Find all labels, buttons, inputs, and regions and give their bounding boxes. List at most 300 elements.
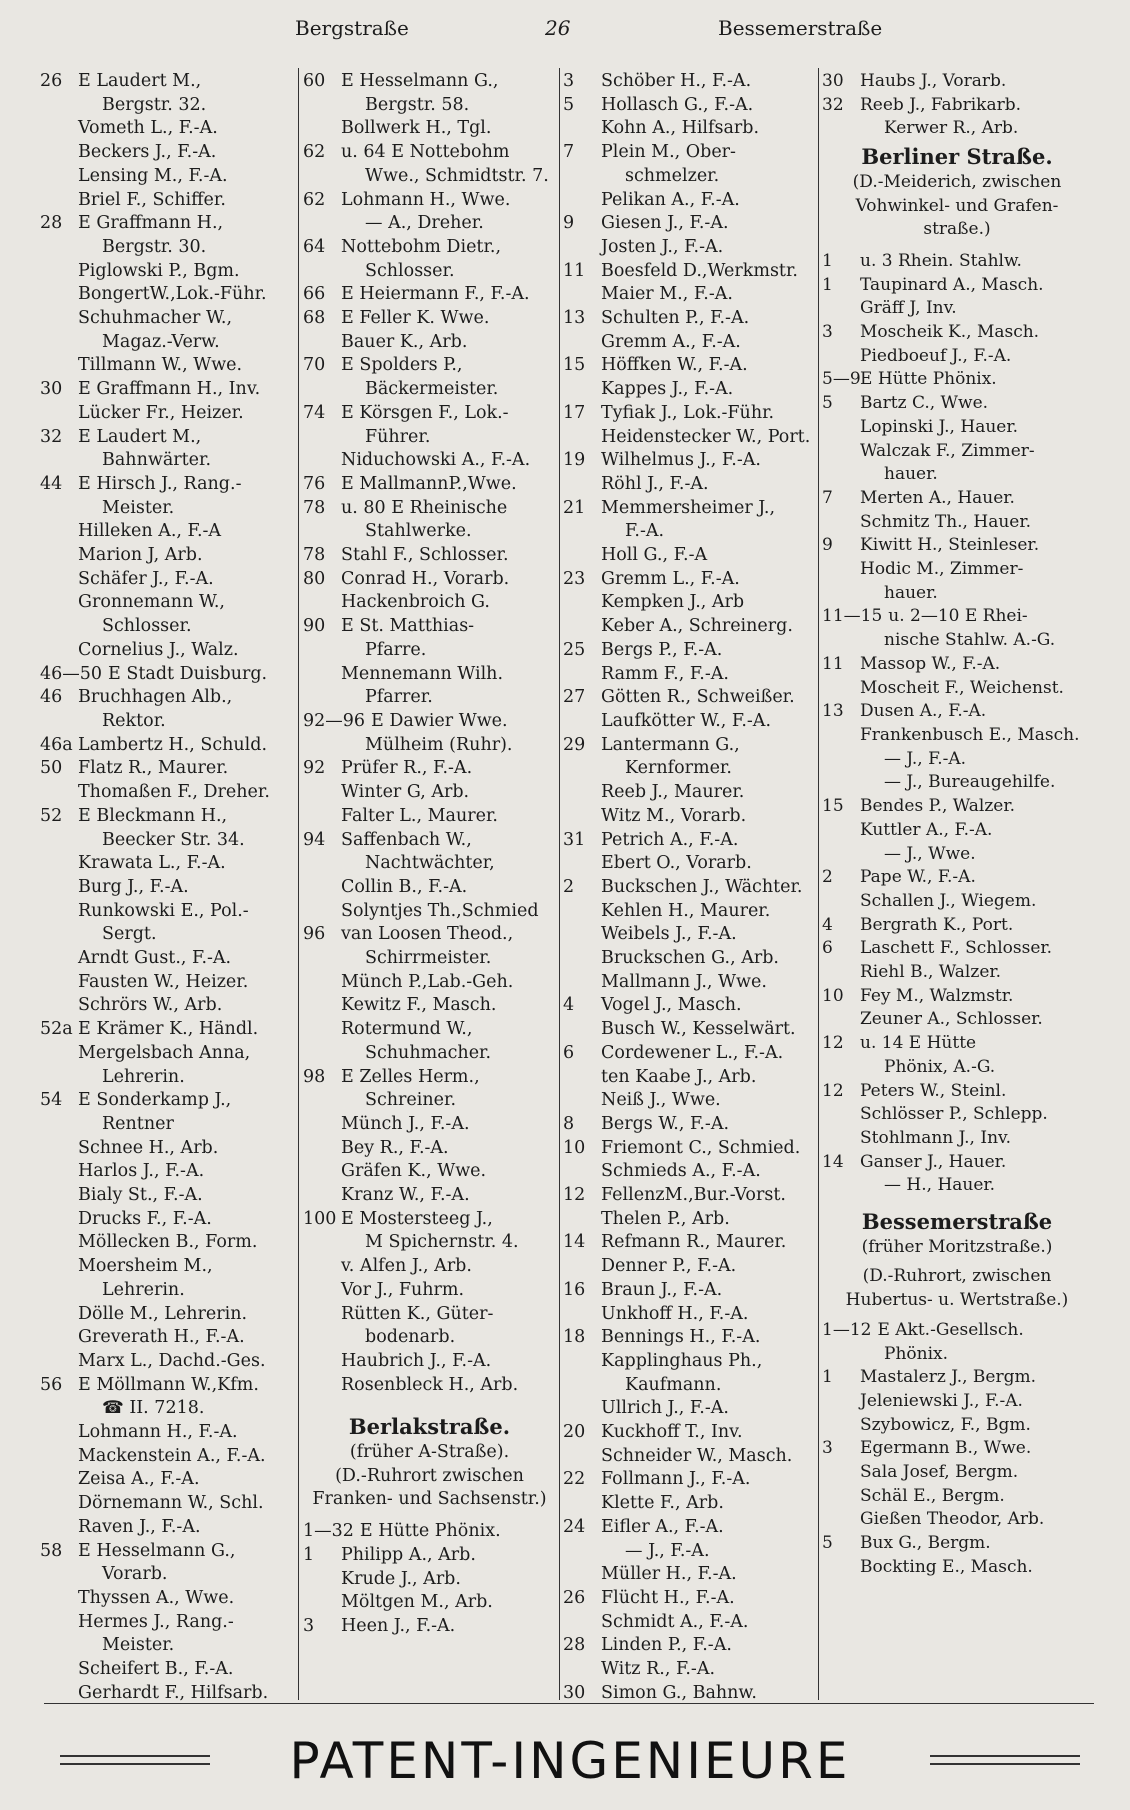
resident-text: Reeb J., Maurer. [601, 782, 745, 803]
house-number: 54 [40, 1090, 63, 1111]
resident-text: Rotermund W., [341, 1019, 473, 1040]
resident-text: Schöber H., F.-A. [601, 71, 752, 91]
house-number [40, 1303, 78, 1327]
house-number: 62 [303, 189, 326, 210]
directory-entry [563, 1113, 816, 1137]
house-number [40, 947, 78, 971]
directory-entry [40, 1326, 295, 1350]
directory-entry [40, 663, 295, 687]
directory-entry [40, 1137, 295, 1161]
directory-entry [40, 473, 295, 497]
directory-entry [40, 70, 295, 94]
house-number [40, 994, 78, 1018]
column-2 [303, 70, 556, 1639]
resident-text: u. 2—10 E Rhei- [888, 606, 1028, 627]
directory-entry [563, 1089, 816, 1113]
house-number [563, 117, 601, 141]
resident-text: Schmieds A., F.-A. [601, 1161, 761, 1182]
resident-text: Falter L., Maurer. [341, 805, 498, 826]
directory-entry [40, 994, 295, 1018]
directory-entry [822, 321, 1092, 345]
house-number [563, 663, 601, 687]
resident-text: Phönix. [884, 1343, 948, 1364]
directory-entry [822, 117, 1092, 141]
resident-text: E Zelles Herm., [341, 1066, 480, 1087]
directory-entry [563, 710, 816, 734]
directory-entry [40, 1350, 295, 1374]
directory-entry [563, 994, 816, 1018]
house-number [303, 852, 341, 876]
resident-text: Collin B., F.-A. [341, 876, 468, 897]
column-1 [40, 70, 295, 1706]
directory-entry [303, 1591, 556, 1615]
directory-entry [563, 520, 816, 544]
directory-entry [563, 615, 816, 639]
directory-entry [822, 1485, 1092, 1509]
directory-entry [40, 568, 295, 592]
house-number [303, 212, 341, 236]
resident-text: Cordewener L., F.-A. [601, 1042, 784, 1063]
resident-text: Bartz C., Wwe. [860, 393, 989, 414]
resident-text: Piglowski P., Bgm. [78, 260, 240, 281]
directory-entry [822, 274, 1092, 298]
directory-entry [303, 236, 556, 260]
house-number [40, 331, 78, 355]
street-note: Franken- und Sachsenstr.) [312, 1489, 547, 1510]
resident-text: Bennings H., F.-A. [601, 1327, 761, 1348]
house-number: 7 [563, 142, 575, 163]
house-number [563, 947, 601, 971]
house-number: 2 [822, 867, 833, 888]
house-number [40, 1397, 78, 1421]
directory-entry [822, 463, 1092, 487]
directory-entry [303, 1568, 556, 1592]
directory-entry [40, 449, 295, 473]
house-number [40, 615, 78, 639]
resident-text: Marx L., Dachd.-Ges. [78, 1350, 266, 1371]
directory-entry [563, 1279, 816, 1303]
house-number [563, 236, 601, 260]
house-number [40, 1137, 78, 1161]
resident-text: E MallmannP.,Wwe. [341, 473, 517, 494]
directory-entry [563, 331, 816, 355]
resident-text: Linden P., F.-A. [601, 1635, 732, 1656]
house-number: 4 [822, 914, 833, 935]
resident-text: Pelikan A., F.-A. [601, 189, 740, 210]
resident-text: Mackenstein A., F.-A. [78, 1445, 266, 1466]
directory-entry [303, 449, 556, 473]
resident-text: Scheifert B., F.-A. [78, 1659, 234, 1680]
resident-text: Piedboeuf J., F.-A. [860, 345, 1012, 366]
directory-entry [303, 1018, 556, 1042]
resident-text: Giesen J., F.-A. [601, 213, 729, 234]
house-number [563, 1540, 601, 1564]
resident-text: Lehrerin. [102, 1279, 185, 1300]
house-number: 4 [563, 995, 575, 1016]
resident-text: Kuttler A., F.-A. [860, 819, 993, 840]
directory-entry [40, 402, 295, 426]
directory-entry [563, 70, 816, 94]
house-number [40, 1184, 78, 1208]
header-right-street: Bessemerstraße [718, 16, 883, 40]
directory-entry [40, 1516, 295, 1540]
house-number [563, 1492, 601, 1516]
resident-text: E Hütte Phönix. [860, 369, 997, 390]
directory-entry [822, 1532, 1092, 1556]
resident-text: Rütten K., Güter- [341, 1303, 494, 1324]
house-number [40, 923, 78, 947]
resident-text: Schrörs W., Arb. [78, 995, 223, 1016]
directory-entry [303, 1520, 556, 1544]
resident-text: E Hütte Phönix. [359, 1521, 501, 1542]
resident-text: Egermann B., Wwe. [860, 1438, 1032, 1459]
resident-text: Bäckermeister. [365, 379, 499, 400]
street-note: (früher A-Straße). [349, 1442, 510, 1463]
house-number: 64 [303, 236, 326, 257]
directory-entry [822, 487, 1092, 511]
resident-text: Saffenbach W., [341, 829, 472, 850]
house-number: 3 [822, 1438, 833, 1459]
directory-entry [40, 591, 295, 615]
resident-text: Kranz W., F.-A. [341, 1185, 470, 1206]
directory-entry [563, 1303, 816, 1327]
resident-text: Wwe., Schmidtstr. 7. [365, 165, 549, 186]
directory-entry [563, 402, 816, 426]
resident-text: Dusen A., F.-A. [860, 701, 987, 722]
directory-entry [822, 937, 1092, 961]
resident-text: Walczak F., Zimmer- [860, 440, 1035, 461]
house-number [303, 1018, 341, 1042]
directory-entry [40, 1208, 295, 1232]
resident-text: Meister. [102, 1635, 175, 1656]
resident-text: Kehlen H., Maurer. [601, 900, 771, 921]
directory-entry [40, 1397, 295, 1421]
house-number [563, 757, 601, 781]
resident-text: Witz R., F.-A. [601, 1659, 716, 1680]
house-number [822, 558, 860, 582]
directory-entry [822, 345, 1092, 369]
house-number: 70 [303, 355, 326, 376]
house-number [40, 497, 78, 521]
house-number [563, 1208, 601, 1232]
directory-entry [563, 1018, 816, 1042]
resident-text: Flatz R., Maurer. [78, 758, 229, 779]
resident-text: E Spolders P., [341, 355, 463, 376]
house-number [303, 1255, 341, 1279]
directory-entry [303, 117, 556, 141]
resident-text: Kapplinghaus Ph., [601, 1350, 763, 1371]
house-number: 22 [563, 1469, 586, 1490]
resident-text: E Sonderkamp J., [78, 1090, 232, 1111]
resident-text: Schmitz Th., Hauer. [860, 511, 1031, 532]
resident-text: Schallen J., Wiegem. [860, 890, 1037, 911]
directory-entry [303, 639, 556, 663]
house-number [303, 117, 341, 141]
house-number [40, 1208, 78, 1232]
resident-text: Bergrath K., Port. [860, 914, 1014, 935]
resident-text: Harlos J., F.-A. [78, 1161, 205, 1182]
house-number [822, 511, 860, 535]
directory-entry [822, 914, 1092, 938]
resident-text: Mastalerz J., Bergm. [860, 1367, 1037, 1388]
directory-entry [563, 141, 816, 165]
resident-text: Hackenbroich G. [341, 592, 490, 613]
resident-text: Schirrmeister. [365, 948, 492, 969]
page-header [0, 16, 1130, 50]
resident-text: Bey R., F.-A. [341, 1137, 449, 1158]
directory-entry [303, 1374, 556, 1398]
directory-entry [563, 1563, 816, 1587]
house-number: 92—96 [303, 710, 366, 731]
resident-text: FellenzM.,Bur.-Vorst. [601, 1185, 786, 1206]
house-number: 12 [563, 1185, 586, 1206]
header-left-street: Bergstraße [295, 16, 409, 40]
resident-text: Haubs J., Vorarb. [860, 71, 1007, 91]
directory-entry [822, 985, 1092, 1009]
resident-text: Kempken J., Arb [601, 592, 745, 613]
resident-text: Gräff J, Inv. [860, 298, 957, 319]
house-number [303, 520, 341, 544]
house-number [563, 805, 601, 829]
directory-entry [40, 1066, 295, 1090]
house-number [40, 354, 78, 378]
house-number [822, 440, 860, 464]
resident-text: Bruchhagen Alb., [78, 687, 233, 708]
house-number: 24 [563, 1516, 586, 1537]
resident-text: Cornelius J., Walz. [78, 639, 239, 660]
resident-text: Bergstr. 58. [365, 94, 470, 115]
directory-entry [40, 1611, 295, 1635]
house-number [40, 1587, 78, 1611]
house-number [822, 1174, 860, 1198]
house-number: 44 [40, 473, 63, 494]
directory-entry [563, 734, 816, 758]
directory-entry [822, 1556, 1092, 1580]
resident-text: — A., Dreher. [365, 213, 484, 234]
house-number [563, 520, 601, 544]
house-number [563, 1350, 601, 1374]
resident-text: schmelzer. [625, 165, 720, 186]
house-number [822, 1556, 860, 1580]
house-number: 1 [303, 1544, 315, 1565]
house-number [40, 710, 78, 734]
resident-text: Refmann R., Maurer. [601, 1232, 787, 1253]
house-number: 15 [563, 355, 586, 376]
resident-text: Müller H., F.-A. [601, 1564, 737, 1585]
directory-entry [303, 591, 556, 615]
house-number [40, 1516, 78, 1540]
resident-text: Mallmann J., Wwe. [601, 971, 767, 992]
directory-entry [822, 629, 1092, 653]
resident-text: Vogel J., Masch. [601, 995, 742, 1016]
resident-text: M Spichernstr. 4. [365, 1232, 519, 1253]
resident-text: v. Alfen J., Arb. [341, 1256, 472, 1277]
house-number [40, 402, 78, 426]
resident-text: Bergs W., F.-A. [601, 1113, 730, 1134]
directory-entry [563, 1516, 816, 1540]
resident-text: Gräfen K., Wwe. [341, 1161, 487, 1182]
resident-text: Bollwerk H., Tgl. [341, 118, 492, 139]
resident-text: Laschett F., Schlosser. [860, 938, 1053, 959]
house-number: 3 [563, 71, 575, 91]
house-number [303, 426, 341, 450]
resident-text: Witz M., Vorarb. [601, 805, 747, 826]
resident-text: Kerwer R., Arb. [884, 118, 1019, 139]
house-number [822, 629, 860, 653]
directory-entry [40, 971, 295, 995]
directory-entry [822, 1127, 1092, 1151]
house-number [40, 1255, 78, 1279]
resident-text: Tyfiak J., Lok.-Führ. [601, 402, 775, 423]
resident-text: E Mostersteeg J., [341, 1208, 493, 1229]
resident-text: E Graffmann H., Inv. [78, 379, 261, 400]
directory-entry [40, 236, 295, 260]
house-number [822, 1461, 860, 1485]
entry-list [303, 1520, 556, 1639]
directory-entry [822, 795, 1092, 819]
house-number [40, 1350, 78, 1374]
directory-entry [822, 534, 1092, 558]
house-number: 5 [563, 94, 575, 115]
directory-entry [40, 1018, 295, 1042]
directory-entry [563, 1374, 816, 1398]
resident-text: Schneider W., Masch. [601, 1445, 793, 1466]
resident-text: Schlosser. [365, 260, 455, 281]
resident-text: Burg J., F.-A. [78, 876, 189, 897]
directory-entry [40, 900, 295, 924]
house-number: 6 [822, 938, 833, 959]
directory-entry [40, 497, 295, 521]
resident-text: E Hesselmann G., [78, 1540, 236, 1561]
resident-text: Neiß J., Wwe. [601, 1090, 721, 1111]
street-note: straße.) [923, 219, 991, 240]
resident-text: Möllecken B., Form. [78, 1232, 258, 1253]
resident-text: E Heiermann F., F.-A. [341, 284, 530, 305]
resident-text: Thyssen A., Wwe. [78, 1588, 235, 1608]
resident-text: E Krämer K., Händl. [78, 1019, 259, 1040]
house-number: 27 [563, 687, 586, 708]
directory-entry [822, 94, 1092, 118]
house-number: 26 [563, 1588, 586, 1608]
house-number: 14 [563, 1232, 586, 1253]
directory-entry [303, 663, 556, 687]
resident-text: Schnee H., Arb. [78, 1137, 219, 1158]
house-number [40, 1468, 78, 1492]
house-number: 19 [563, 450, 586, 471]
house-number [40, 568, 78, 592]
house-number: 50 [40, 758, 63, 779]
house-number [40, 1326, 78, 1350]
resident-text: E Laudert M., [78, 71, 202, 91]
directory-entry [303, 94, 556, 118]
resident-text: Höffken W., F.-A. [601, 355, 748, 376]
house-number [303, 1184, 341, 1208]
directory-entry [303, 1208, 556, 1232]
house-number [563, 473, 601, 497]
directory-entry [563, 260, 816, 284]
directory-entry [822, 1032, 1092, 1056]
house-number: 78 [303, 545, 326, 566]
resident-text: Gronnemann W., [78, 592, 225, 613]
house-number [40, 544, 78, 568]
directory-entry [822, 1103, 1092, 1127]
resident-text: BongertW.,Lok.-Führ. [78, 284, 267, 305]
house-number: 13 [822, 701, 844, 722]
house-number [40, 1611, 78, 1635]
house-number: 11 [563, 260, 586, 281]
house-number [563, 1374, 601, 1398]
directory-entry [303, 805, 556, 829]
resident-text: Schlösser P., Schlepp. [860, 1104, 1048, 1125]
house-number: 56 [40, 1374, 63, 1395]
entry-list [822, 250, 1092, 1198]
directory-entry [303, 520, 556, 544]
directory-entry [822, 70, 1092, 94]
house-number [303, 1279, 341, 1303]
resident-text: Memmersheimer J., [601, 497, 776, 518]
house-number [40, 283, 78, 307]
resident-text: — H., Hauer. [884, 1175, 996, 1196]
house-number [40, 781, 78, 805]
directory-entry [40, 947, 295, 971]
house-number [40, 1421, 78, 1445]
house-number [303, 449, 341, 473]
resident-text: Kernformer. [625, 758, 732, 779]
directory-entry [303, 497, 556, 521]
directory-entry [40, 378, 295, 402]
street-heading: Bessemerstraße [861, 1209, 1053, 1235]
directory-entry [822, 1174, 1092, 1198]
directory-entry [563, 663, 816, 687]
directory-entry [822, 368, 1092, 392]
house-number: 29 [563, 734, 586, 755]
house-number [40, 591, 78, 615]
directory-entry [303, 1255, 556, 1279]
directory-entry [822, 1319, 1092, 1343]
resident-text: Unkhoff H., F.-A. [601, 1303, 749, 1324]
house-number [822, 582, 860, 606]
resident-text: Nachtwächter, [365, 853, 495, 874]
column-divider [818, 68, 819, 1700]
directory-entry [40, 1492, 295, 1516]
house-number [822, 677, 860, 701]
directory-entry [40, 283, 295, 307]
directory-entry [303, 378, 556, 402]
house-number [40, 1066, 78, 1090]
house-number [563, 923, 601, 947]
column-3 [563, 70, 816, 1706]
house-number [40, 189, 78, 213]
directory-entry [303, 1184, 556, 1208]
resident-text: van Loosen Theod., [341, 924, 514, 945]
resident-text: Eifler A., F.-A. [601, 1516, 724, 1537]
house-number [563, 283, 601, 307]
resident-text: Heidenstecker W., Port. [601, 426, 811, 447]
resident-text: Lantermann G., [601, 734, 740, 755]
house-number [303, 1374, 341, 1398]
directory-entry [563, 1682, 816, 1706]
resident-text: Magaz.-Verw. [102, 331, 220, 352]
house-number: 25 [563, 639, 586, 660]
resident-text: Krawata L., F.-A. [78, 853, 226, 874]
resident-text: Führer. [365, 426, 431, 447]
house-number [563, 331, 601, 355]
resident-text: Klette F., Arb. [601, 1493, 724, 1514]
house-number: 68 [303, 308, 326, 329]
house-number [822, 1343, 860, 1367]
directory-entry [563, 189, 816, 213]
directory-entry [563, 1208, 816, 1232]
